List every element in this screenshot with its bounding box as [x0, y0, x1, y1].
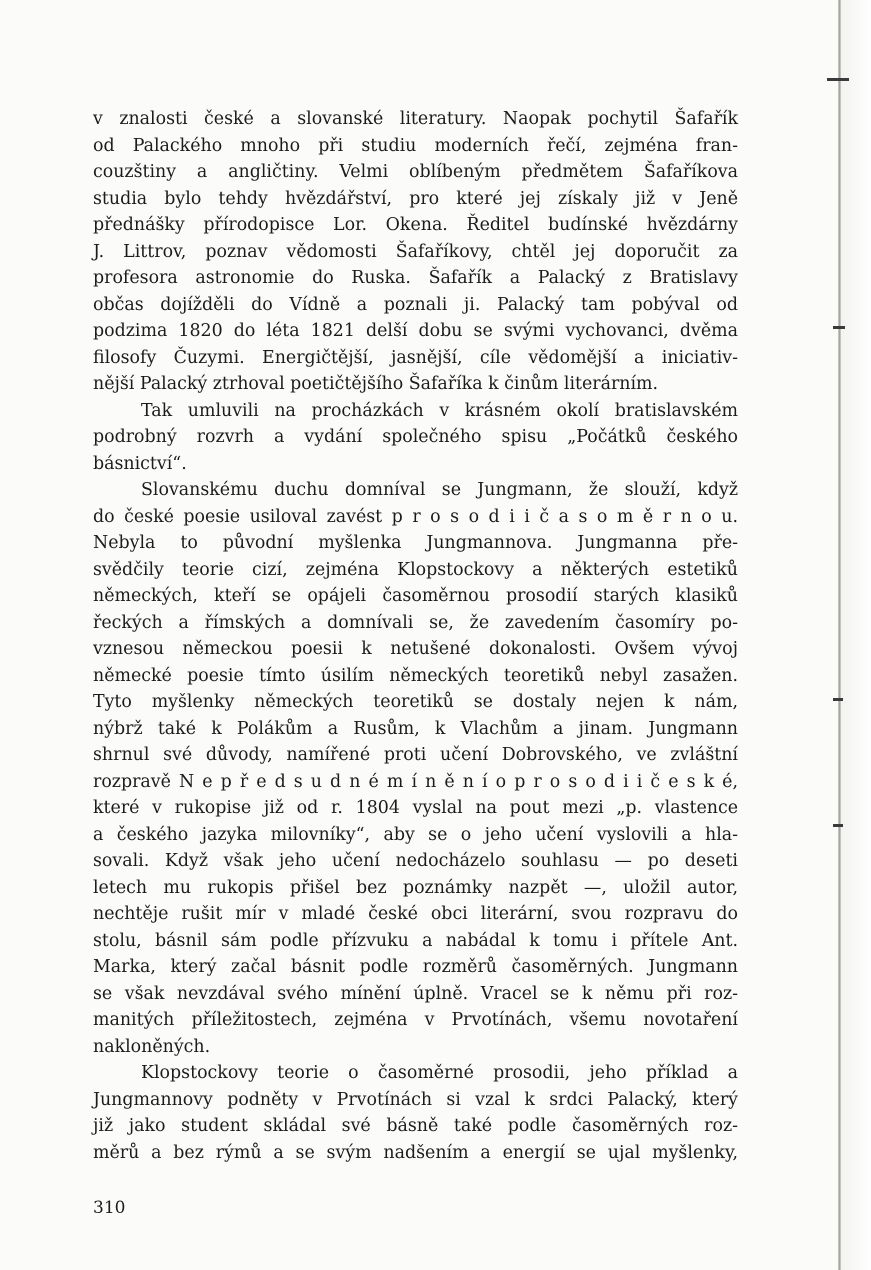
text-line: a českého jazyka milovníky“, aby se o jeho učení vyslovili a hla- [93, 824, 738, 845]
text-line: již jako student skládal své básně také podle časoměrných roz- [93, 1116, 738, 1136]
text-line: Jungmannovy podněty v Prvotínách si vzal k srdci Palacký, který [93, 1089, 738, 1110]
text-line: Slovanskému duchu domníval se Jungmann, že slouží, když [141, 480, 738, 500]
text-line: sovali. Když však jeho učení nedocházelo souhlasu — po deseti [93, 851, 738, 871]
text-line: Marka, který začal básnit podle rozměrů časoměrných. Jungmann [93, 957, 738, 977]
text-line: manitých příležitostech, zejména v Prvotínách, všemu novotaření [93, 1010, 738, 1030]
text-line: profesora astronomie do Ruska. Šafařík a Palacký z Bratislavy [93, 268, 738, 288]
text-line: Tak umluvili na procházkách v krásném okolí bratislavském [141, 400, 738, 421]
page-edge-shadow [841, 0, 871, 1270]
text-line: se však nevzdával svého mínění úplně. Vracel se k němu při roz- [93, 983, 738, 1004]
edge-mark [833, 326, 845, 329]
text-line: německé poesie tímto úsilím německých teoretiků nebyl zasažen. [93, 665, 738, 686]
text-line: podrobný rozvrh a vydání společného spisu „Počátků českého [93, 427, 738, 447]
text-line: měrů a bez rýmů a se svým nadšením a energií se ujal myšlenky, [93, 1142, 738, 1163]
text-line: básnictví“. [93, 453, 187, 474]
text-line: řeckých a římských a domnívali se, že zavedením časomíry po- [93, 612, 738, 633]
text-line: filosofy Čuzymi. Energičtější, jasnější, cíle vědomější a iniciativ- [93, 347, 738, 368]
text-line: nakloněných. [93, 1036, 211, 1057]
text-line: do české poesie usiloval zavést p r o s o d i i č a s o m ě r n o u. [93, 506, 738, 527]
text-line: Nebyla to původní myšlenka Jungmannova. Jungmanna pře- [93, 533, 738, 553]
text-line: německých, kteří se opájeli časoměrnou prosodií starých klasiků [93, 586, 738, 606]
text-line: Tyto myšlenky německých teoretiků se dostaly nejen k nám, [93, 692, 738, 712]
text-line: J. Littrov, poznav vědomosti Šafaříkovy, chtěl jej doporučit za [93, 241, 738, 262]
text-line: svědčily teorie cizí, zejména Klopstockovy a některých estetiků [93, 559, 738, 580]
text-line: stolu, básnil sám podle přízvuku a nabádal k tomu i přítele Ant. [93, 930, 738, 951]
text-line: nýbrž také k Polákům a Rusům, k Vlachům a jinam. Jungmann [93, 718, 738, 739]
text-line: rozpravě N e p ř e d s u d n é m í n ě n í o p r o s o d i i č e s k é, [93, 771, 738, 792]
edge-mark [833, 824, 843, 827]
page-number: 310 [93, 1198, 126, 1218]
text-line: přednášky přírodopisce Lor. Okena. Ředitel budínské hvězdárny [93, 215, 738, 235]
page-binding-edge [838, 0, 841, 1270]
edge-mark [827, 78, 849, 81]
text-line: které v rukopise již od r. 1804 vyslal na pout mezi „p. vlastence [93, 798, 738, 818]
text-line: Klopstockovy teorie o časoměrné prosodii, jeho příklad a [141, 1063, 738, 1083]
edge-mark [833, 698, 843, 701]
text-line: studia bylo tehdy hvězdářství, pro které jej získaly již v Jeně [93, 188, 738, 209]
body-text [93, 106, 738, 1166]
text-line: nější Palacký ztrhoval poetičtějšího Šafaříka k činům literárním. [93, 374, 659, 394]
text-line: vznesou německou poesii k netušené dokonalosti. Ovšem vývoj [93, 639, 738, 659]
text-line: podzima 1820 do léta 1821 delší dobu se svými vychovanci, dvěma [93, 321, 738, 341]
text-line: od Palackého mnoho při studiu moderních řečí, zejména fran- [93, 135, 738, 156]
text-line: v znalosti české a slovanské literatury. Naopak pochytil Šafařík [93, 109, 738, 129]
text-line: couzštiny a angličtiny. Velmi oblíbeným předmětem Šafaříkova [93, 162, 738, 182]
text-line: letech mu rukopis přišel bez poznámky nazpět —, uložil autor, [93, 877, 738, 898]
text-line: nechtěje rušit mír v mladé české obci literární, svou rozpravu do [93, 904, 738, 924]
text-line: shrnul své důvody, namířené proti učení Dobrovského, ve zvláštní [93, 745, 738, 765]
text-line: občas dojížděli do Vídně a poznali ji. Palacký tam pobýval od [93, 294, 738, 315]
